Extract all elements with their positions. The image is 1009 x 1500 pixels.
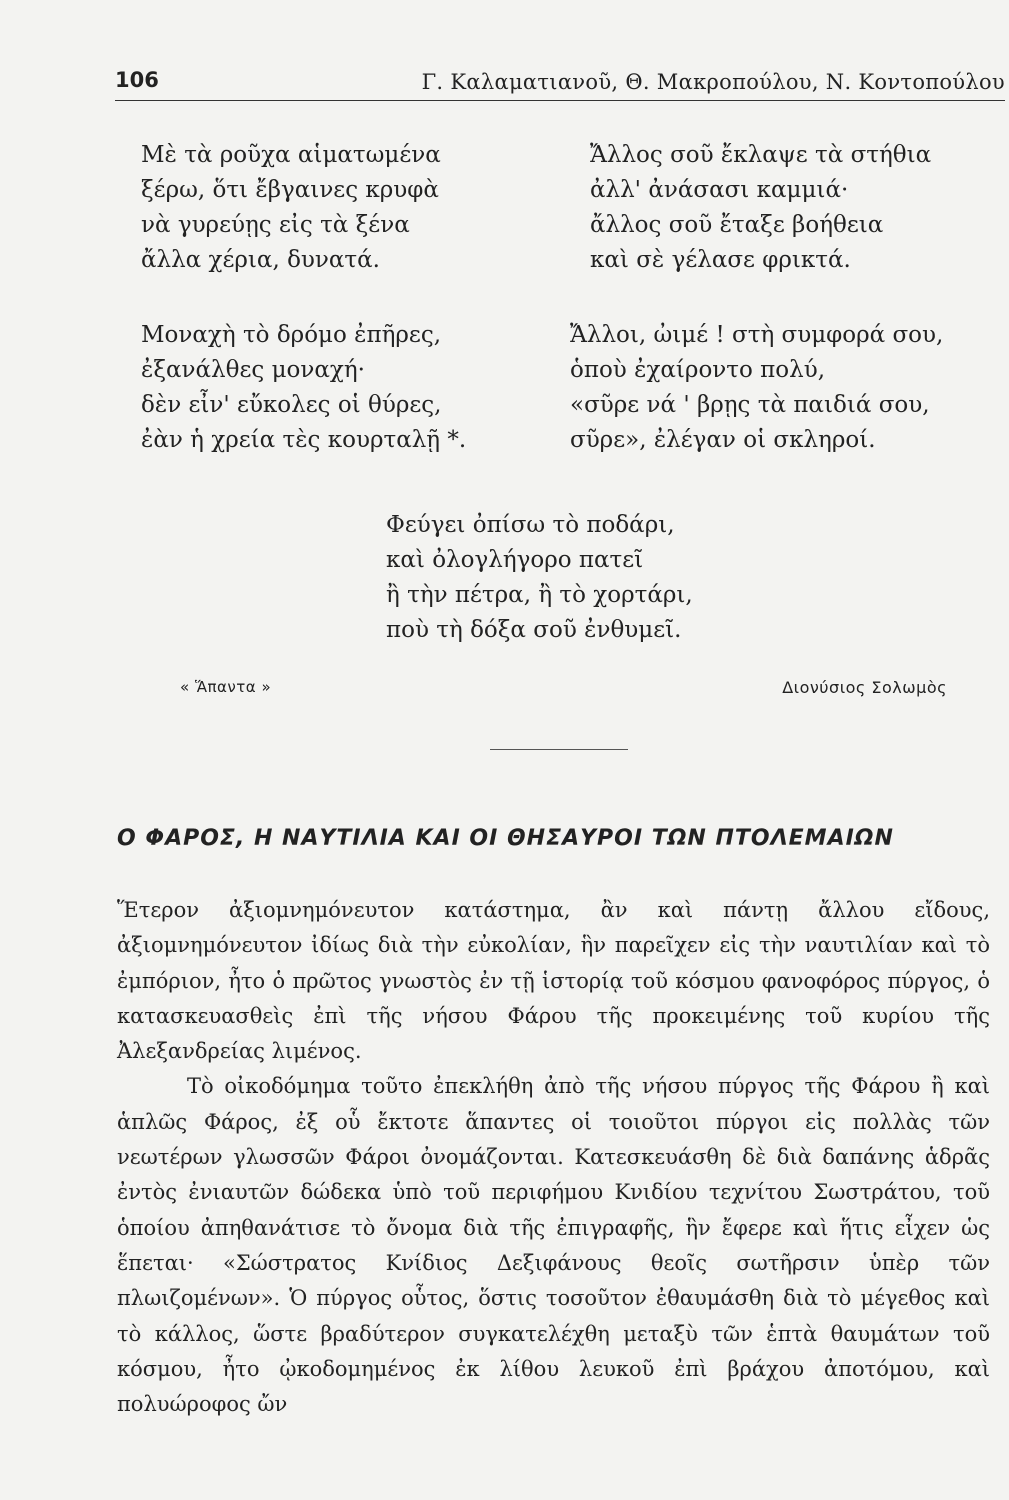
verse-line: ἢ τὴν πέτρα, ἢ τὸ χορτάρι, xyxy=(386,582,693,608)
verse-line: καὶ ὀλογλήγορο πατεῖ xyxy=(386,547,644,573)
poem-source: « Ἅπαντα » xyxy=(180,678,272,696)
verse-line: Ἄλλος σοῦ ἔκλαψε τὰ στήθια xyxy=(590,142,932,168)
page-number: 106 xyxy=(115,68,159,92)
verse-line: ἀλλ' ἀνάσασι καμμιά· xyxy=(590,177,849,203)
section-divider xyxy=(490,749,628,750)
verse-line: ποὺ τὴ δόξα σοῦ ἐνθυμεῖ. xyxy=(386,617,682,643)
verse-line: ἄλλα χέρια, δυνατά. xyxy=(141,247,380,273)
poem-stanza-4 xyxy=(570,318,943,458)
article-paragraph: Ἕτερον ἀξιομνημόνευτον κατάστημα, ἂν καὶ πάντῃ ἄλλου εἴδους, ἀξιομνημόνευτον ἰδίως διὰ τὴν εὐκολίαν, ἣν παρεῖχεν εἰς τὴν ναυτιλίαν καὶ τὸ ἐμπόριον, ἦτο ὁ πρῶτος γνωστὸς ἐν τῇ ἱστορίᾳ τοῦ κόσμου φανοφόρος πύργος, ὁ κατασκευασθεὶς ἐπὶ τῆς νήσου Φάρου τῆς προκειμένης τοῦ κυρίου τῆς Ἀλεξανδρείας λιμένος. xyxy=(117,898,990,1064)
verse-line: Φεύγει ὀπίσω τὸ ποδάρι, xyxy=(386,512,675,538)
article-body xyxy=(117,893,990,1422)
verse-line: ὁποὺ ἐχαίροντο πολύ, xyxy=(570,357,825,383)
poem-stanza-5 xyxy=(386,508,693,648)
article-paragraph: Τὸ οἰκοδόμημα τοῦτο ἐπεκλήθη ἀπὸ τῆς νήσου πύργος τῆς Φάρου ἢ καὶ ἁπλῶς Φάρος, ἐξ οὗ ἔκτοτε ἅπαντες οἱ τοιοῦτοι πύργοι εἰς πολλὰς τῶν νεωτέρων γλωσσῶν Φάροι ὀνομάζονται. Κατεσκευάσθη δὲ διὰ δαπάνης ἁδρᾶς ἐντὸς ἐνιαυτῶν δώδεκα ὑπὸ τοῦ περιφήμου Κνιδίου τεχνίτου Σωστράτου, τοῦ ὁποίου ἀπηθανάτισε τὸ ὄνομα διὰ τῆς ἐπιγραφῆς, ἣν ἔφερε καὶ ἥτις εἶχεν ὡς ἕπεται· «Σώστρατος Κνίδιος Δεξιφάνους θεοῖς σωτῆρσιν ὑπὲρ τῶν πλωιζομένων». Ὁ πύργος οὗτος, ὅστις τοσοῦτον ἐθαυμάσθη διὰ τὸ μέγεθος καὶ τὸ κάλλος, ὥστε βραδύτερον συγκατελέχθη μεταξὺ τῶν ἑπτὰ θαυμάτων τοῦ κόσμου, ἦτο ᾠκοδομημένος ἐκ λίθου λευκοῦ ἐπὶ βράχου ἀποτόμου, καὶ πολυώροφος ὤν xyxy=(117,1074,990,1417)
verse-line: Ἄλλοι, ὠιμέ ! στὴ συμφορά σου, xyxy=(570,322,944,348)
poem-stanza-3 xyxy=(590,138,931,278)
poem-stanza-2 xyxy=(141,318,466,458)
page-header xyxy=(115,64,1005,104)
verse-line: ξέρω, ὅτι ἔβγαινες κρυφὰ xyxy=(141,177,439,203)
poem-author: Διονύσιος Σολωμὸς xyxy=(782,678,947,697)
header-rule xyxy=(115,100,1005,101)
article-title: Ο ΦΑΡΟΣ, Η ΝΑΥΤΙΛΙΑ ΚΑΙ ΟΙ ΘΗΣΑΥΡΟΙ ΤΩΝ ΠΤΟΛΕΜΑΙΩΝ xyxy=(117,826,894,851)
running-head: Γ. Καλαματιανοῦ, Θ. Μακροπούλου, Ν. Κοντοπούλου xyxy=(421,70,1005,94)
verse-line: ἐξανάλθες μοναχή· xyxy=(141,357,365,383)
verse-line: σῦρε», ἐλέγαν οἱ σκληροί. xyxy=(570,427,876,453)
verse-line: ἄλλος σοῦ ἔταξε βοήθεια xyxy=(590,212,884,238)
verse-line: δὲν εἶν' εὔκολες οἱ θύρες, xyxy=(141,392,442,418)
verse-line: ἐὰν ἡ χρεία τὲς κουρταλῇ *. xyxy=(141,427,467,453)
verse-line: Μὲ τὰ ροῦχα αἱματωμένα xyxy=(141,142,441,168)
verse-line: «σῦρε νά ' βρῃς τὰ παιδιά σου, xyxy=(570,392,930,418)
poem-stanza-1 xyxy=(141,138,441,278)
verse-line: καὶ σὲ γέλασε φρικτά. xyxy=(590,247,851,273)
verse-line: Μοναχὴ τὸ δρόμο ἐπῆρες, xyxy=(141,322,442,348)
verse-line: νὰ γυρεύῃς εἰς τὰ ξένα xyxy=(141,212,410,238)
